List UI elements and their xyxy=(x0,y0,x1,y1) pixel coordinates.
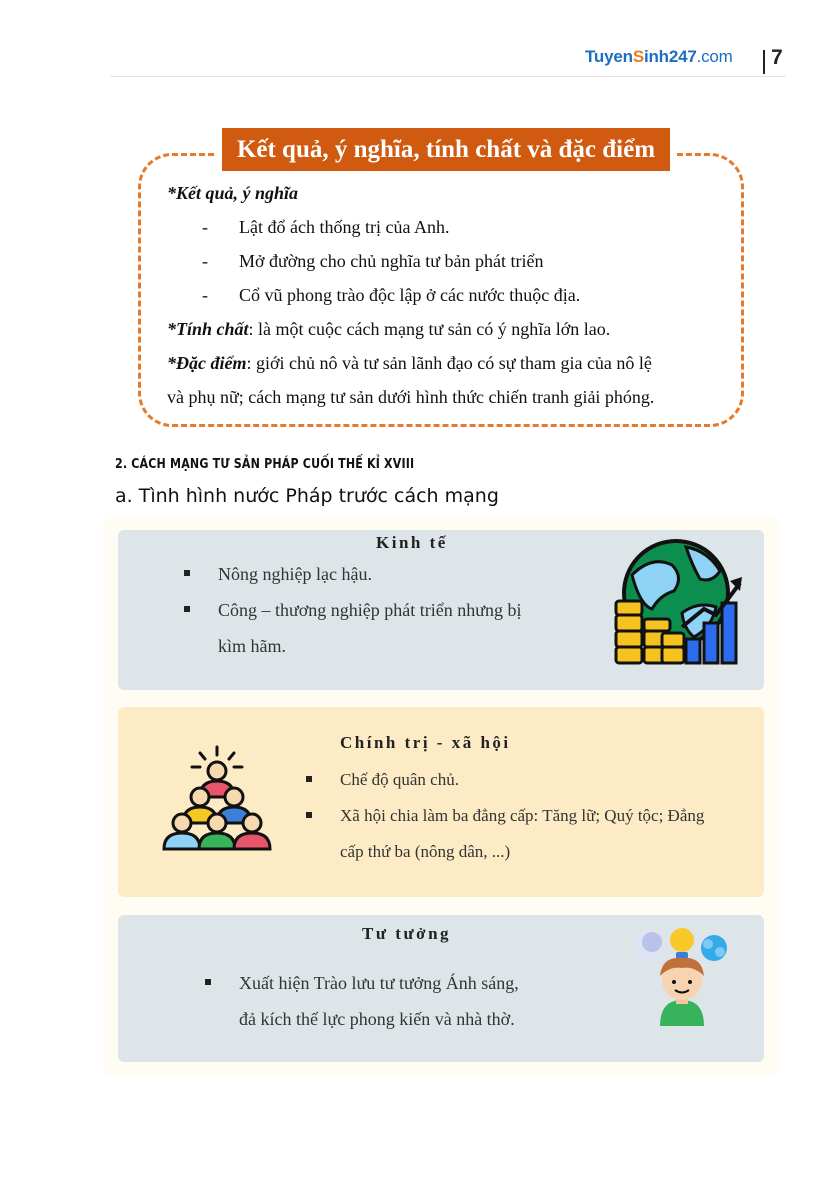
list-item-text: cấp thứ ba (nông dân, ...) xyxy=(340,842,511,861)
list-item-text: Xuất hiện Trào lưu tư tưởng Ánh sáng, xyxy=(239,973,519,993)
economy-title: Kinh tế xyxy=(376,533,448,552)
dash-marker: - xyxy=(202,217,208,237)
bullet-square xyxy=(184,606,190,612)
globe-economy-icon xyxy=(612,535,748,667)
bullet-square xyxy=(306,812,312,818)
bullet-square xyxy=(184,570,190,576)
result-box-title: Kết quả, ý nghĩa, tính chất và đặc điểm xyxy=(222,128,670,171)
logo-part1: Tuyen xyxy=(585,47,633,66)
list-item-continuation xyxy=(182,628,602,664)
section-2-heading: 2. CÁCH MẠNG TƯ SẢN PHÁP CUỐI THẾ KỈ XVIII xyxy=(115,456,415,472)
section-a-heading: a. Tình hình nước Pháp trước cách mạng xyxy=(115,485,499,507)
social-pyramid-icon xyxy=(160,745,274,853)
bullet-square xyxy=(306,776,312,782)
result-item xyxy=(167,244,727,278)
nature-label: *Tính chất xyxy=(167,319,249,339)
list-item-text: Nông nghiệp lạc hậu. xyxy=(218,564,372,584)
thinking-person-icon xyxy=(630,924,734,1026)
result-item-text: Mở đường cho chủ nghĩa tư bản phát triển xyxy=(239,251,544,271)
list-item-continuation xyxy=(304,834,754,870)
nature-text: : là một cuộc cách mạng tư sản có ý nghĩa lớn lao. xyxy=(248,319,611,339)
result-box-content xyxy=(167,176,727,414)
list-item-text: Xã hội chia làm ba đẳng cấp: Tăng lữ; Quý tộc; Đẳng xyxy=(340,806,705,825)
politics-title: Chính trị - xã hội xyxy=(340,733,511,752)
feature-text-2: và phụ nữ; cách mạng tư sản dưới hình thức chiến tranh giải phóng. xyxy=(167,387,655,407)
header-divider xyxy=(110,76,786,77)
result-item-text: Cổ vũ phong trào độc lập ở các nước thuộc địa. xyxy=(239,285,581,305)
list-item xyxy=(182,592,602,628)
list-item-text: kìm hãm. xyxy=(218,636,286,656)
list-item xyxy=(182,556,602,592)
thought-title: Tư tưởng xyxy=(362,924,452,943)
feature-text-1: : giới chủ nô và tư sản lãnh đạo có sự tham gia của nô lệ xyxy=(246,353,652,373)
logo-part4: .com xyxy=(696,47,733,66)
logo-part2: S xyxy=(632,47,644,66)
site-logo[interactable] xyxy=(585,47,733,67)
nature-line xyxy=(167,312,727,346)
page-number: 7 xyxy=(771,46,783,69)
list-item-text: Chế độ quân chủ. xyxy=(340,770,459,789)
list-item-continuation xyxy=(203,1001,623,1037)
list-item xyxy=(304,762,754,798)
list-item-text: Công – thương nghiệp phát triển nhưng bị xyxy=(218,600,522,620)
dash-marker: - xyxy=(202,285,208,305)
result-item-text: Lật đổ ách thống trị của Anh. xyxy=(239,217,450,237)
feature-line xyxy=(167,346,727,380)
result-item xyxy=(167,278,727,312)
economy-list xyxy=(182,556,602,664)
list-item-text: đả kích thế lực phong kiến và nhà thờ. xyxy=(239,1009,515,1029)
dash-marker: - xyxy=(202,251,208,271)
result-item xyxy=(167,210,727,244)
feature-label: *Đặc điểm xyxy=(167,353,247,373)
bullet-square xyxy=(205,979,211,985)
thought-list xyxy=(203,965,623,1037)
page-separator xyxy=(763,50,765,74)
list-item xyxy=(304,798,754,834)
result-heading: *Kết quả, ý nghĩa xyxy=(167,183,299,203)
politics-list xyxy=(304,762,754,870)
list-item xyxy=(203,965,623,1001)
logo-part3: inh247 xyxy=(643,47,697,66)
